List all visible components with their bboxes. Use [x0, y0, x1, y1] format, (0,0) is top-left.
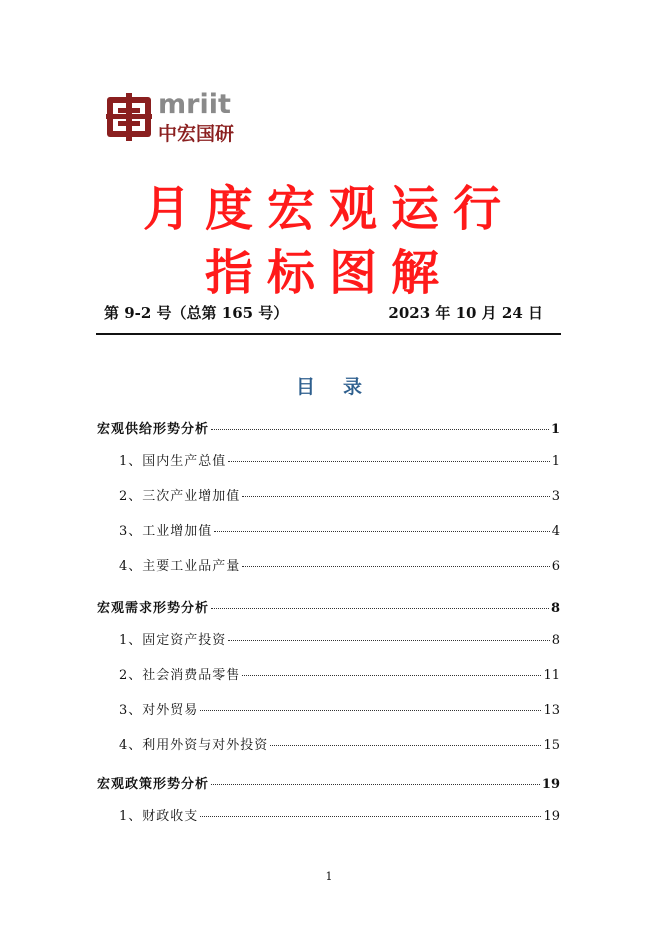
toc-section-row[interactable]: [97, 418, 560, 438]
toc-leader-dots: [211, 784, 540, 785]
toc-item-label: 4、主要工业品产量: [119, 559, 241, 574]
toc-page-number: 1: [551, 454, 560, 469]
page-number: 1: [325, 870, 333, 883]
toc-page-number: 1: [550, 422, 560, 437]
toc-leader-dots: [200, 710, 541, 711]
toc-section-label: 宏观供给形势分析: [97, 422, 210, 437]
issue-date: 2023 年 10 月 24 日: [388, 304, 543, 322]
toc-leader-dots: [228, 640, 549, 641]
toc-page-number: 8: [551, 633, 560, 648]
toc-item-row[interactable]: [119, 734, 560, 754]
toc-item-row[interactable]: [119, 520, 560, 540]
toc-item-label: 4、利用外资与对外投资: [119, 738, 269, 753]
toc-leader-dots: [242, 566, 549, 567]
toc-item-row[interactable]: [119, 699, 560, 719]
toc-item-label: 2、社会消费品零售: [119, 668, 241, 683]
toc-leader-dots: [214, 531, 549, 532]
toc-leader-dots: [200, 816, 541, 817]
mriit-logo: [106, 89, 236, 145]
issue-number: 第 9-2 号（总第 165 号）: [104, 304, 289, 322]
toc-page-number: 4: [551, 524, 560, 539]
toc-leader-dots: [211, 608, 549, 609]
toc-item-label: 1、固定资产投资: [119, 633, 227, 648]
toc-page-number: 15: [543, 738, 560, 753]
report-title-line-2: 指标图解: [204, 245, 453, 301]
toc-page-number: 3: [551, 489, 560, 504]
toc-leader-dots: [228, 461, 549, 462]
toc-page-number: 19: [541, 777, 560, 792]
toc-leader-dots: [242, 496, 549, 497]
logo-mark-icon: [106, 93, 152, 141]
toc-item-label: 2、三次产业增加值: [119, 489, 241, 504]
logo-wordmark: mriit: [158, 89, 231, 120]
toc-page-number: 8: [550, 601, 560, 616]
toc-heading: 目录: [295, 376, 390, 398]
toc-page-number: 13: [543, 703, 560, 718]
toc-item-row[interactable]: [119, 805, 560, 825]
logo-chinese-name: 中宏国研: [158, 123, 235, 145]
toc-page-number: 11: [543, 668, 560, 683]
toc-section-label: 宏观政策形势分析: [97, 777, 210, 792]
header-divider: [96, 333, 561, 335]
toc-page-number: 19: [543, 809, 560, 824]
toc-item-row[interactable]: [119, 450, 560, 470]
toc-section-row[interactable]: [97, 597, 560, 617]
toc-section-row[interactable]: [97, 773, 560, 793]
toc-item-label: 1、国内生产总值: [119, 454, 227, 469]
toc-leader-dots: [270, 745, 541, 746]
toc-item-row[interactable]: [119, 664, 560, 684]
toc-item-label: 3、工业增加值: [119, 524, 213, 539]
toc-item-label: 1、财政收支: [119, 809, 199, 824]
toc-page-number: 6: [551, 559, 560, 574]
toc-section-label: 宏观需求形势分析: [97, 601, 210, 616]
toc-item-row[interactable]: [119, 485, 560, 505]
toc-item-row[interactable]: [119, 555, 560, 575]
toc-item-label: 3、对外贸易: [119, 703, 199, 718]
toc-leader-dots: [211, 429, 549, 430]
toc-leader-dots: [242, 675, 541, 676]
toc-item-row[interactable]: [119, 629, 560, 649]
report-title-line-1: 月度宏观运行: [142, 181, 515, 237]
